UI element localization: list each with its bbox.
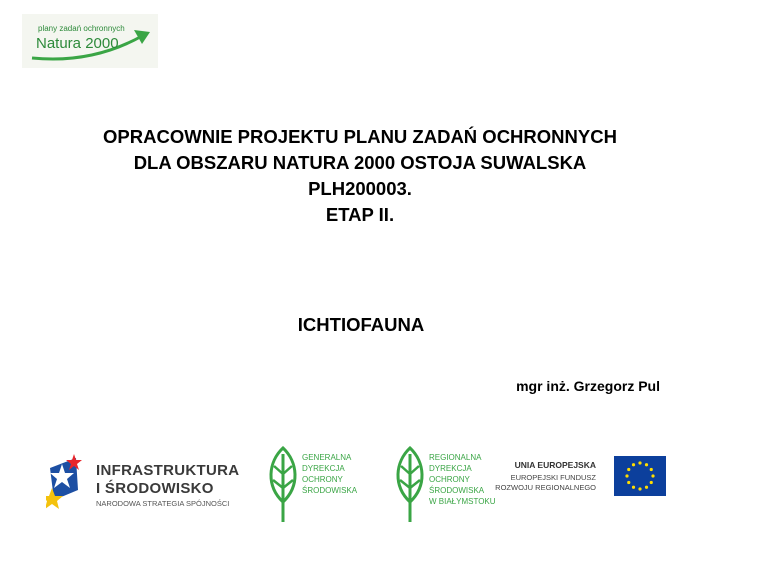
- rdos-logo: [393, 444, 503, 524]
- eu-star: [627, 468, 630, 471]
- page-title: [30, 124, 690, 228]
- title-line-3: PLH200003.: [308, 178, 412, 199]
- eu-line2: EUROPEJSKI FUNDUSZ: [510, 473, 596, 482]
- eu-star: [638, 487, 641, 490]
- title-line-1: OPRACOWNIE PROJEKTU PLANU ZADAŃ OCHRONNYCH: [103, 126, 617, 147]
- rdos-line-5: W BIAŁYMSTOKU: [429, 497, 496, 506]
- subject-heading: ICHTIOFAUNA: [297, 314, 425, 335]
- author-name: mgr inż. Grzegorz Pul: [516, 378, 660, 394]
- infrastruktura-logo: [46, 450, 246, 514]
- rdos-line-4: ŚRODOWISKA: [429, 486, 485, 495]
- eu-star: [638, 461, 641, 464]
- rdos-line-2: DYREKCJA: [429, 464, 472, 473]
- infra-line1: INFRASTRUKTURA: [96, 462, 240, 479]
- natura-logo-line2: Natura 2000: [36, 35, 119, 52]
- infra-line2: I ŚRODOWISKO: [96, 480, 214, 497]
- eu-flag-icon: [614, 456, 666, 496]
- rdos-line-3: OCHRONY: [429, 475, 470, 484]
- eu-line1: UNIA EUROPEJSKA: [514, 460, 596, 470]
- eu-star: [627, 481, 630, 484]
- eu-star: [625, 474, 628, 477]
- natura-logo-line1: plany zadań ochronnych: [38, 24, 125, 33]
- eu-line3: ROZWOJU REGIONALNEGO: [495, 483, 596, 492]
- title-line-2: DLA OBSZARU NATURA 2000 OSTOJA SUWALSKA: [133, 152, 587, 173]
- eu-star: [632, 463, 635, 466]
- eu-star: [650, 481, 653, 484]
- title-line-4: ETAP II.: [325, 204, 395, 225]
- gdos-text: [302, 452, 357, 496]
- eu-star: [632, 486, 635, 489]
- gdos-line-4: ŚRODOWISKA: [302, 486, 358, 495]
- infra-line3: NARODOWA STRATEGIA SPÓJNOŚCI: [96, 499, 230, 508]
- leaf-icon: [266, 444, 300, 524]
- eu-logo: [495, 456, 666, 502]
- eu-star: [650, 468, 653, 471]
- gdos-line-3: OCHRONY: [302, 475, 343, 484]
- eu-stars-icon: [614, 456, 666, 496]
- gdos-line-2: DYREKCJA: [302, 464, 345, 473]
- eu-star: [651, 474, 654, 477]
- natura-2000-logo: [22, 14, 158, 68]
- eu-star: [645, 486, 648, 489]
- gdos-line-1: GENERALNA: [302, 453, 352, 462]
- rdos-line-1: REGIONALNA: [429, 453, 482, 462]
- gdos-logo: [266, 444, 376, 524]
- eu-star: [645, 463, 648, 466]
- rdos-text: [429, 452, 496, 507]
- leaf-icon: [393, 444, 427, 524]
- star-flag-icon: [46, 450, 92, 514]
